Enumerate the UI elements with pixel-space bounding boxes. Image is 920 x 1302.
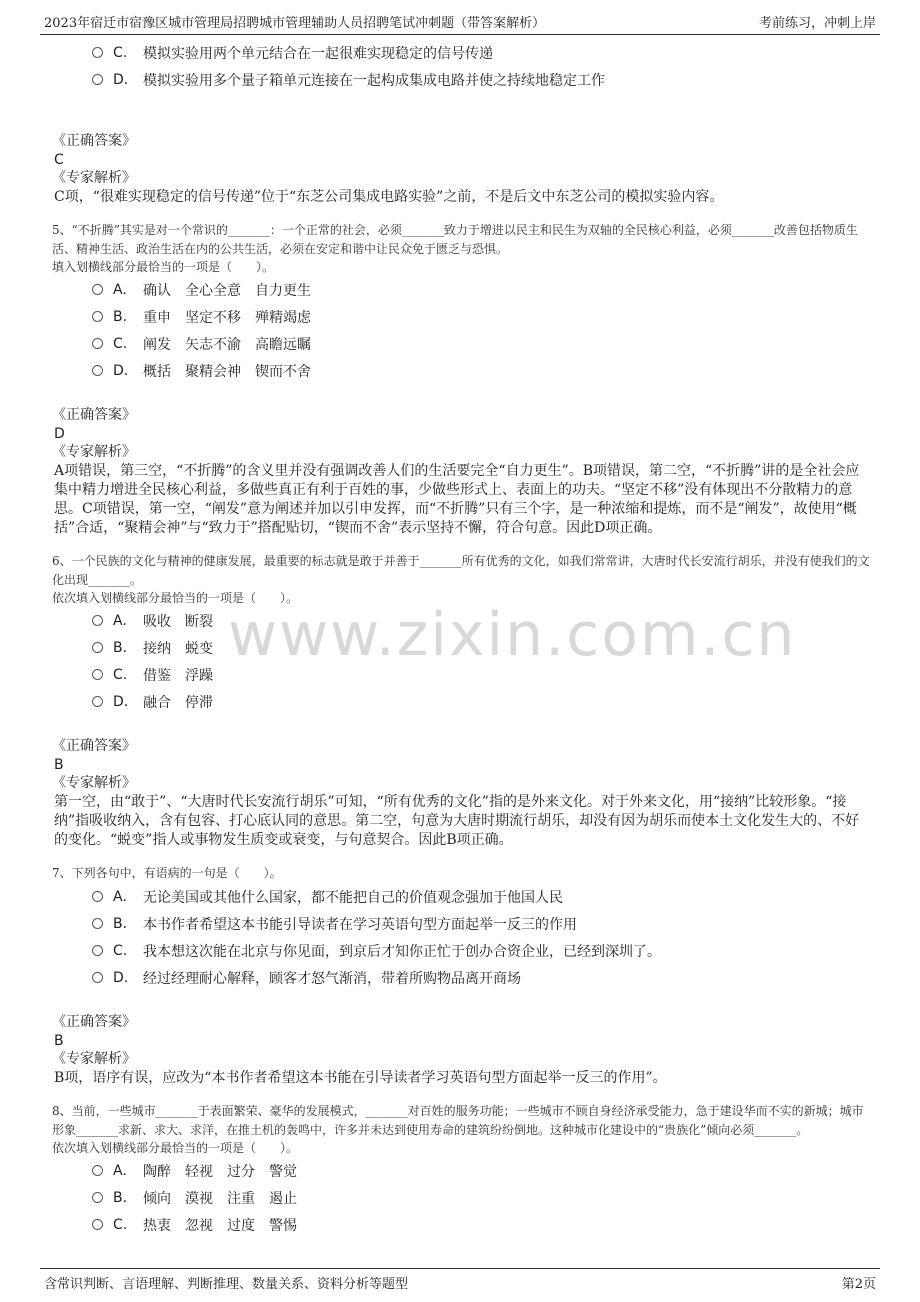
option-c[interactable]: C. 我本想这次能在北京与你见面，到京后才知你正忙于创办合资企业，已经到深圳了。 — [92, 937, 870, 964]
radio-button-icon[interactable] — [92, 1219, 103, 1230]
option-b[interactable]: B. 重申 坚定不移 殚精竭虑 — [92, 303, 870, 330]
question-8-stem: 8、当前，一些城市_______于表面繁荣、豪华的发展模式，_______对百姓的服务功能；一些城市不顾自身经济承受能力，急于建设华而不实的新城；城市形象_______求新、求大、求洋，在推土机的轰鸣中，许多并未达到使用寿命的建筑纷纷倒地。这种城市化建设中的“贵族化”倾向必须_______。 — [52, 1104, 864, 1137]
analysis-text: B项，语序有误，应改为“本书作者希望这本书能在引导读者学习英语句型方面起举一反三的作用”。 — [54, 1070, 667, 1086]
option-a[interactable]: A. 确认 全心全意 自力更生 — [92, 276, 870, 303]
option-c[interactable]: C. 阐发 矢志不渝 高瞻远瞩 — [92, 330, 870, 357]
radio-button-icon[interactable] — [92, 284, 103, 295]
option-a[interactable]: A. 无论美国或其他什么国家，都不能把自己的价值观念强加于他国人民 — [92, 883, 870, 910]
analysis-text: A项错误，第三空，“不折腾”的含义里并没有强调改善人们的生活要完全“自力更生”。B项错误，第二空，“不折腾”讲的是全社会应集中精力增进全民核心利益，多做些真正有利于百姓的事，少做些形式上、表面上的功夫。“坚定不移”没有体现出不分散精力的意思。C项错误，第一空，“阐发”意为阐述并加以引申发挥，而“不折腾”只有三个字，是一种浓缩和提炼，而不是“阐发”，故使用“概括”合适，“聚精会神”与“致力于”搭配贴切，“锲而不舍”表示坚持不懈，符合句意。因此D项正确。 — [54, 463, 860, 536]
question-8-prompt: 依次填入划横线部分最恰当的一项是（ ）。 — [52, 1141, 299, 1155]
analysis-label: 《专家解析》 — [52, 1051, 136, 1067]
analysis-label: 《专家解析》 — [52, 170, 136, 186]
option-b[interactable]: B. 接纳 蜕变 — [92, 634, 870, 661]
header-slogan: 考前练习，冲刺上岸 — [758, 16, 876, 31]
question-6-stem: 6、一个民族的文化与精神的健康发展，最重要的标志就是敢于并善于_______所有优秀的文化，如我们常常讲，大唐时代长安流行胡乐，并没有使我们的文化出现_______。 — [52, 554, 870, 587]
radio-button-icon[interactable] — [92, 696, 103, 707]
footer-note: 含常识判断、言语理解、判断推理、数量关系、资料分析等题型 — [44, 1277, 409, 1292]
page-number: 第2页 — [841, 1277, 876, 1292]
radio-button-icon[interactable] — [92, 47, 103, 58]
document-body — [52, 40, 870, 1238]
analysis-text: C项，“很难实现稳定的信号传递”位于“东芝公司集成电路实验”之前，不是后文中东芝公司的模拟实验内容。 — [54, 189, 724, 205]
radio-button-icon[interactable] — [92, 891, 103, 902]
option-d[interactable]: D. 融合 停滞 — [92, 688, 870, 715]
option-b[interactable]: B. 本书作者希望这本书能引导读者在学习英语句型方面起举一反三的作用 — [92, 910, 870, 937]
question-6-options — [52, 607, 870, 715]
radio-button-icon[interactable] — [92, 338, 103, 349]
watermark: www.zixin.com.cn — [228, 600, 797, 670]
option-d[interactable]: D. 概括 聚精会神 锲而不舍 — [92, 357, 870, 384]
option-d[interactable]: D. 经过经理耐心解释，顾客才怒气渐消，带着所购物品离开商场 — [92, 964, 870, 991]
radio-button-icon[interactable] — [92, 1192, 103, 1203]
document-title: 2023年宿迁市宿豫区城市管理局招聘城市管理辅助人员招聘笔试冲刺题（带答案解析） — [44, 16, 546, 31]
question-5-stem: 5、“不折腾”其实是对一个常识的_______：一个正常的社会，必须_______致力于增进以民主和民生为双轴的全民核心利益，必须_______改善包括物质生活、精神生活、政治生活在内的公共生活，必须在安定和谐中让民众免于匮乏与恐惧。 — [52, 223, 858, 256]
answer-label: 《正确答案》 — [52, 738, 136, 754]
answer-label: 《正确答案》 — [52, 407, 136, 423]
option-d[interactable]: D. 模拟实验用多个量子箱单元连接在一起构成集成电路并使之持续地稳定工作 — [92, 66, 870, 93]
option-c[interactable]: C. 热衷 忽视 过度 警惕 — [92, 1211, 870, 1238]
prev-question-options — [52, 39, 870, 93]
question-5-prompt: 填入划横线部分最恰当的一项是（ ）。 — [52, 260, 275, 274]
answer-value: D — [54, 426, 65, 442]
page-footer — [40, 1268, 880, 1293]
radio-button-icon[interactable] — [92, 669, 103, 680]
analysis-label: 《专家解析》 — [52, 444, 136, 460]
radio-button-icon[interactable] — [92, 642, 103, 653]
radio-button-icon[interactable] — [92, 365, 103, 376]
radio-button-icon[interactable] — [92, 311, 103, 322]
question-7-options — [52, 883, 870, 991]
radio-button-icon[interactable] — [92, 945, 103, 956]
option-b[interactable]: B. 倾向 漠视 注重 遏止 — [92, 1184, 870, 1211]
radio-button-icon[interactable] — [92, 615, 103, 626]
option-a[interactable]: A. 吸收 断裂 — [92, 607, 870, 634]
question-8-options — [52, 1157, 870, 1238]
analysis-label: 《专家解析》 — [52, 775, 136, 791]
question-6-prompt: 依次填入划横线部分最恰当的一项是（ ）。 — [52, 591, 299, 605]
radio-button-icon[interactable] — [92, 972, 103, 983]
answer-value: B — [54, 1033, 64, 1049]
page-header — [40, 12, 880, 35]
radio-button-icon[interactable] — [92, 1165, 103, 1176]
option-c[interactable]: C. 模拟实验用两个单元结合在一起很难实现稳定的信号传递 — [92, 39, 870, 66]
question-7-stem: 7、下列各句中，有语病的一句是（ ）。 — [52, 866, 282, 880]
answer-label: 《正确答案》 — [52, 133, 136, 149]
answer-value: C — [54, 152, 64, 168]
radio-button-icon[interactable] — [92, 74, 103, 85]
option-a[interactable]: A. 陶醉 轻视 过分 警觉 — [92, 1157, 870, 1184]
radio-button-icon[interactable] — [92, 918, 103, 929]
analysis-text: 第一空，由“敢于”、“大唐时代长安流行胡乐”可知，“所有优秀的文化”指的是外来文化。对于外来文化，用“接纳”比较形象。“接纳”指吸收纳入，含有包容、打心底认同的意思。第二空，句意为大唐时期流行胡乐，却没有因为胡乐而使本土文化发生大的、不好的变化。“蜕变”指人或事物发生质变或衰变，与句意契合。因此B项正确。 — [54, 794, 860, 848]
answer-value: B — [54, 757, 64, 773]
question-5-options — [52, 276, 870, 384]
answer-label: 《正确答案》 — [52, 1014, 136, 1030]
option-c[interactable]: C. 借鉴 浮躁 — [92, 661, 870, 688]
